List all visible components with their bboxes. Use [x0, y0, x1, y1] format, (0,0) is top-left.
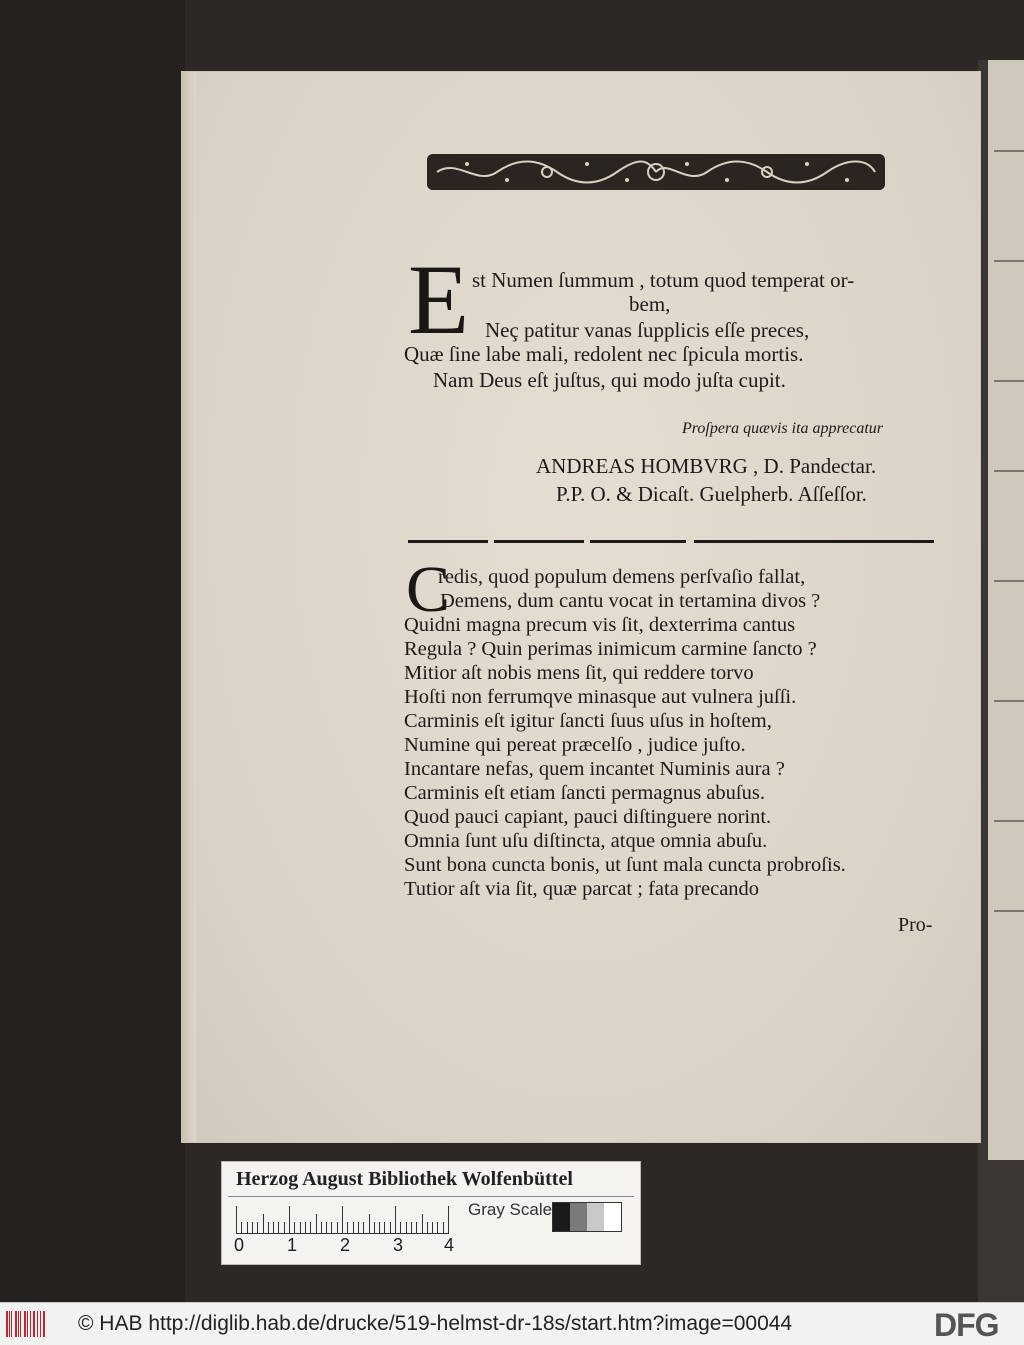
gray-swatch	[570, 1203, 587, 1231]
poem2-line: Quidni magna precum vis ſit, dexterrima cantus	[404, 614, 796, 636]
page-gutter-shadow	[182, 72, 196, 1142]
book-page	[182, 72, 980, 1142]
section-divider-rule	[408, 540, 934, 544]
scale-baseline	[236, 1233, 449, 1234]
footer-url[interactable]: © HAB http://diglib.hab.de/drucke/519-helmst-dr-18s/start.htm?image=00044	[78, 1312, 793, 1335]
dark-board-left	[0, 0, 185, 1302]
barcode-bar	[6, 1311, 8, 1337]
scale-tick	[342, 1206, 343, 1234]
poem2-line: Omnia ſunt uſu diſtincta, atque omnia abuſu.	[404, 830, 768, 852]
scale-tick	[236, 1206, 237, 1234]
barcode-bar	[18, 1311, 19, 1337]
gray-swatch	[587, 1203, 604, 1231]
poem1-line-1: st Numen ſummum , totum quod temperat or-	[472, 268, 855, 292]
scale-number: 4	[444, 1235, 455, 1255]
poem2-line: Demens, dum cantu vocat in tertamina divos ?	[440, 590, 821, 612]
scale-tick	[422, 1214, 423, 1234]
barcode-bar	[43, 1311, 45, 1337]
scale-number: 3	[393, 1235, 404, 1255]
barcode-bar	[24, 1311, 26, 1337]
scale-numbers	[234, 1235, 474, 1257]
gray-scale-label: Gray Scale	[468, 1200, 553, 1219]
catchword: Pro-	[898, 914, 933, 936]
scale-tick	[263, 1214, 264, 1234]
barcode-bar	[40, 1311, 41, 1337]
gray-scale-swatches	[552, 1202, 622, 1232]
barcode-bar	[27, 1311, 28, 1337]
signature-name: ANDREAS HOMBVRG , D. Pandectar.	[536, 454, 877, 478]
drop-cap-e: E	[408, 244, 470, 355]
poem2-line: Hoſti non ferrumqve minasque aut vulnera juſſi.	[404, 686, 797, 708]
barcode-bar	[9, 1311, 10, 1337]
poem1-line-4: Quæ ſine labe mali, redolent nec ſpicula mortis.	[404, 342, 804, 366]
poem2-line: Regula ? Quin perimas inimicum carmine ſancto ?	[404, 638, 817, 660]
poem2-line: Carminis eſt etiam ſancti permagnus abuſus.	[404, 782, 765, 804]
scale-number: 2	[340, 1235, 351, 1255]
scale-number: 1	[287, 1235, 298, 1255]
poem1-line-2: bem,	[629, 292, 671, 316]
signature-title: P.P. O. & Dicaſt. Guelpherb. Aſſeſſor.	[556, 482, 867, 506]
poem2-line: redis, quod populum demens perſvaſio fallat,	[438, 566, 806, 588]
scale-number: 0	[234, 1235, 245, 1255]
facing-page-edge	[988, 60, 1024, 1160]
barcode-bar	[15, 1311, 17, 1337]
barcode-bar	[33, 1311, 35, 1337]
scale-tick	[395, 1206, 396, 1234]
drop-cap-c: C	[406, 553, 451, 626]
barcode-bar	[20, 1311, 21, 1337]
poem2-line: Carminis eſt igitur ſancti ſuus uſus in hoſtem,	[404, 710, 772, 732]
footer-bar	[0, 1302, 1024, 1345]
barcode-bar	[30, 1311, 31, 1337]
library-scale-label	[221, 1161, 641, 1265]
barcode-icon	[6, 1311, 46, 1337]
poem1-line-5: Nam Deus eſt juſtus, qui modo juſta cupit.	[433, 368, 786, 392]
poem2-line: Quod pauci capiant, pauci diſtinguere norint.	[404, 806, 772, 828]
scale-tick	[316, 1214, 317, 1234]
library-name: Herzog August Bibliothek Wolfenbüttel	[236, 1168, 573, 1190]
scale-tick	[289, 1206, 290, 1234]
poem2-line: Mitior aſt nobis mens ſit, qui reddere torvo	[404, 662, 754, 684]
ornamental-headpiece	[427, 154, 885, 190]
poem2-line: Sunt bona cuncta bonis, ut ſunt mala cuncta probroſis.	[404, 854, 846, 876]
gray-swatch	[604, 1203, 621, 1231]
poem1-line-3: Neç patitur vanas ſupplicis eſſe preces,	[485, 318, 810, 342]
poem2-line: Incantare nefas, quem incantet Numinis aura ?	[404, 758, 785, 780]
scale-tick	[448, 1206, 449, 1234]
scale-tick	[369, 1214, 370, 1234]
barcode-bar	[37, 1311, 38, 1337]
barcode-bar	[11, 1311, 12, 1337]
measurement-scale	[236, 1204, 464, 1234]
poem2-line: Numine qui pereat præcelſo , judice juſto.	[404, 734, 746, 756]
dedication-line: Proſpera quævis ita apprecatur	[682, 420, 884, 437]
gray-swatch	[553, 1203, 570, 1231]
dfg-logo: DFG	[934, 1307, 999, 1343]
label-divider	[228, 1196, 634, 1197]
poem2-line: Tutior aſt via ſit, quæ parcat ; fata precando	[404, 878, 760, 900]
